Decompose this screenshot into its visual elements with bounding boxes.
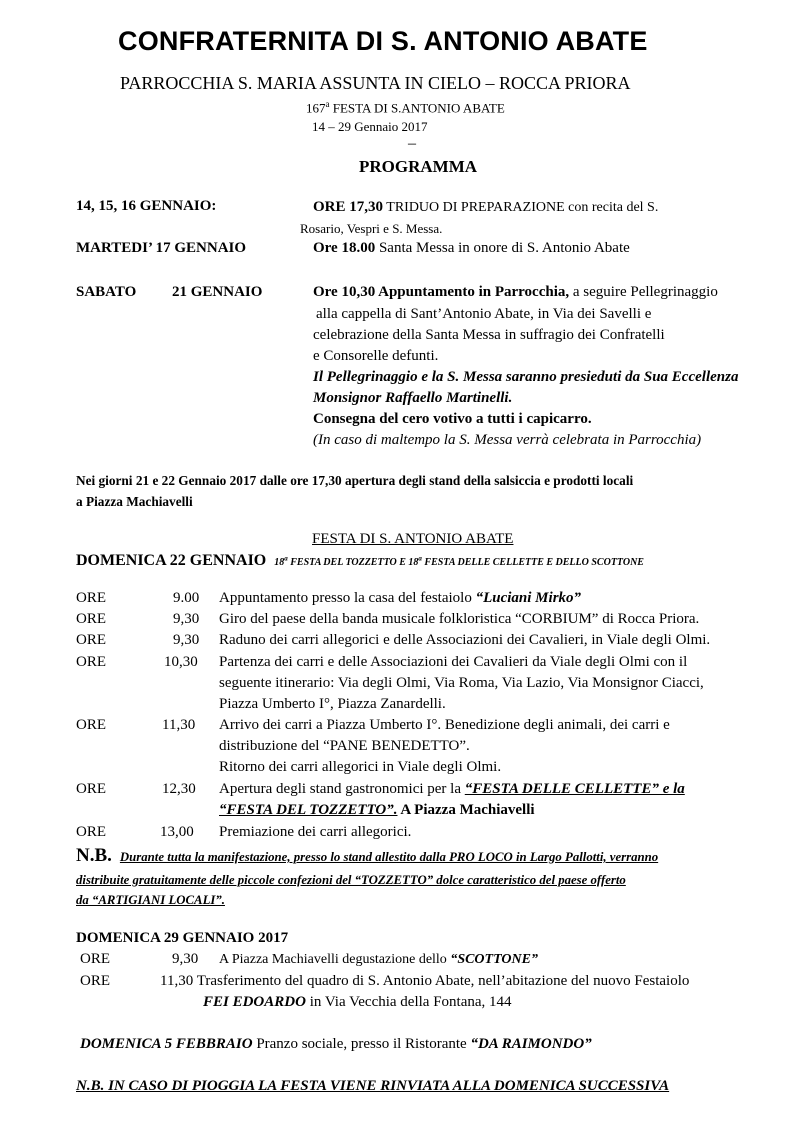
- event-text: 11,30 Trasferimento del quadro di S. Antonio Abate, nell’abitazione del nuovo Festaiolo: [160, 973, 690, 989]
- section-event-cont: Monsignor Raffaello Martinelli.: [313, 390, 513, 406]
- event-text: Partenza dei carri e delle Associazioni dei Cavalieri da Viale degli Olmi con il: [219, 654, 688, 670]
- time: 11,30: [162, 717, 196, 733]
- section-event: Ore 10,30 Appuntamento in Parrocchia, a seguire Pellegrinaggio: [313, 284, 718, 300]
- festa-dates: 14 – 29 Gennaio 2017: [312, 119, 428, 134]
- time: 9,30: [172, 951, 199, 967]
- event-text: Arrivo dei carri a Piazza Umberto I°. Benedizione degli animali, dei carri e: [219, 717, 670, 733]
- event-text-cont: seguente itinerario: Via degli Olmi, Via Roma, Via Lazio, Via Monsignor Ciacci,: [219, 675, 704, 691]
- ore-label: ORE: [76, 654, 106, 670]
- section-event-cont: (In caso di maltempo la S. Messa verrà celebrata in Parrocchia): [313, 432, 702, 448]
- stand-notice: Nei giorni 21 e 22 Gennaio 2017 dalle ore 17,30 apertura degli stand della salsiccia e prodotti locali: [76, 473, 634, 488]
- festa-heading: FESTA DI S. ANTONIO ABATE: [312, 531, 514, 547]
- ore-label: ORE: [76, 824, 106, 840]
- event-text: Premiazione dei carri allegorici.: [219, 824, 412, 840]
- event-text-cont: “FESTA DEL TOZZETTO”. A Piazza Machiavelli: [219, 802, 535, 818]
- event-text-cont: FEI EDOARDO in Via Vecchia della Fontana, 144: [203, 994, 512, 1010]
- time: 9,30: [173, 632, 200, 648]
- programma-heading: PROGRAMMA: [359, 157, 478, 176]
- nb-note-cont: da “ARTIGIANI LOCALI”.: [76, 893, 225, 907]
- domenica-29-heading: DOMENICA 29 GENNAIO 2017: [76, 930, 289, 946]
- time: 10,30: [164, 654, 198, 670]
- section-event-cont: Il Pellegrinaggio e la S. Messa saranno presieduti da Sua Eccellenza: [313, 369, 739, 385]
- ore-label: ORE: [76, 590, 106, 606]
- parish-name: PARROCCHIA S. MARIA ASSUNTA IN CIELO – ROCCA PRIORA: [120, 73, 631, 93]
- section-event: Ore 18.00 Santa Messa in onore di S. Antonio Abate: [313, 240, 630, 256]
- event-text: Raduno dei carri allegorici e delle Associazioni dei Cavalieri, in Viale degli Olmi.: [219, 632, 711, 648]
- ore-label: ORE: [80, 951, 110, 967]
- event-text-cont: distribuzione del “PANE BENEDETTO”.: [219, 738, 470, 754]
- ore-label: ORE: [76, 632, 106, 648]
- separator-dash: –: [408, 135, 416, 152]
- page-title: CONFRATERNITA DI S. ANTONIO ABATE: [118, 26, 648, 56]
- event-text-cont: Piazza Umberto I°, Piazza Zanardelli.: [219, 696, 446, 712]
- event-text: Appuntamento presso la casa del festaiolo “Luciani Mirko”: [219, 590, 582, 606]
- festa-domenica: DOMENICA 22 GENNAIO 18$^a$ FESTA DEL TOZZETTO E 18$^a$ FESTA DELLE CELLETTE E DELLO SCOTTONE: [76, 552, 644, 569]
- event-text: A Piazza Machiavelli degustazione dello “SCOTTONE”: [219, 952, 538, 967]
- section-event: ORE 17,30 TRIDUO DI PREPARAZIONE con recita del S.: [313, 199, 659, 215]
- section-event-cont: Consegna del cero votivo a tutti i capicarro.: [313, 411, 592, 427]
- section-event-cont: e Consorelle defunti.: [313, 348, 439, 364]
- ore-label: ORE: [76, 611, 106, 627]
- nb-rain-notice: N.B. IN CASO DI PIOGGIA LA FESTA VIENE RINVIATA ALLA DOMENICA SUCCESSIVA: [76, 1078, 670, 1094]
- event-text-cont: Ritorno dei carri allegorici in Viale degli Olmi.: [219, 759, 502, 775]
- section-date: 14, 15, 16 GENNAIO:: [76, 198, 217, 214]
- ore-label: ORE: [76, 781, 106, 797]
- event-text: Giro del paese della banda musicale folkloristica “CORBIUM” di Rocca Priora.: [219, 611, 700, 627]
- section-event-cont: alla cappella di Sant’Antonio Abate, in Via dei Savelli e: [316, 306, 652, 322]
- stand-notice-cont: a Piazza Machiavelli: [76, 494, 193, 509]
- nb-note: N.B. Durante tutta la manifestazione, presso lo stand allestito dalla PRO LOCO in Largo Pallotti, verranno: [76, 845, 659, 866]
- ore-label: ORE: [80, 973, 110, 989]
- section-date: 21 GENNAIO: [172, 284, 263, 300]
- time: 9,30: [173, 611, 200, 627]
- section-day: SABATO: [76, 284, 137, 300]
- section-event-cont: celebrazione della Santa Messa in suffragio dei Confratelli: [313, 327, 665, 343]
- section-event-cont: Rosario, Vespri e S. Messa.: [300, 221, 443, 236]
- festa-edition: 167$^a$ FESTA DI S.ANTONIO ABATE: [306, 99, 505, 116]
- time: 12,30: [162, 781, 196, 797]
- section-date: MARTEDI’ 17 GENNAIO: [76, 240, 247, 256]
- time: 13,00: [160, 824, 194, 840]
- ore-label: ORE: [76, 717, 106, 733]
- event-text: Apertura degli stand gastronomici per la “FESTA DELLE CELLETTE” e la: [219, 781, 685, 797]
- nb-note-cont: distribuite gratuitamente delle piccole confezioni del “TOZZETTO” dolce caratteristico del paese offerto: [76, 873, 626, 887]
- time: 9.00: [173, 590, 200, 606]
- domenica-5-line: DOMENICA 5 FEBBRAIO Pranzo sociale, presso il Ristorante “DA RAIMONDO”: [80, 1036, 592, 1052]
